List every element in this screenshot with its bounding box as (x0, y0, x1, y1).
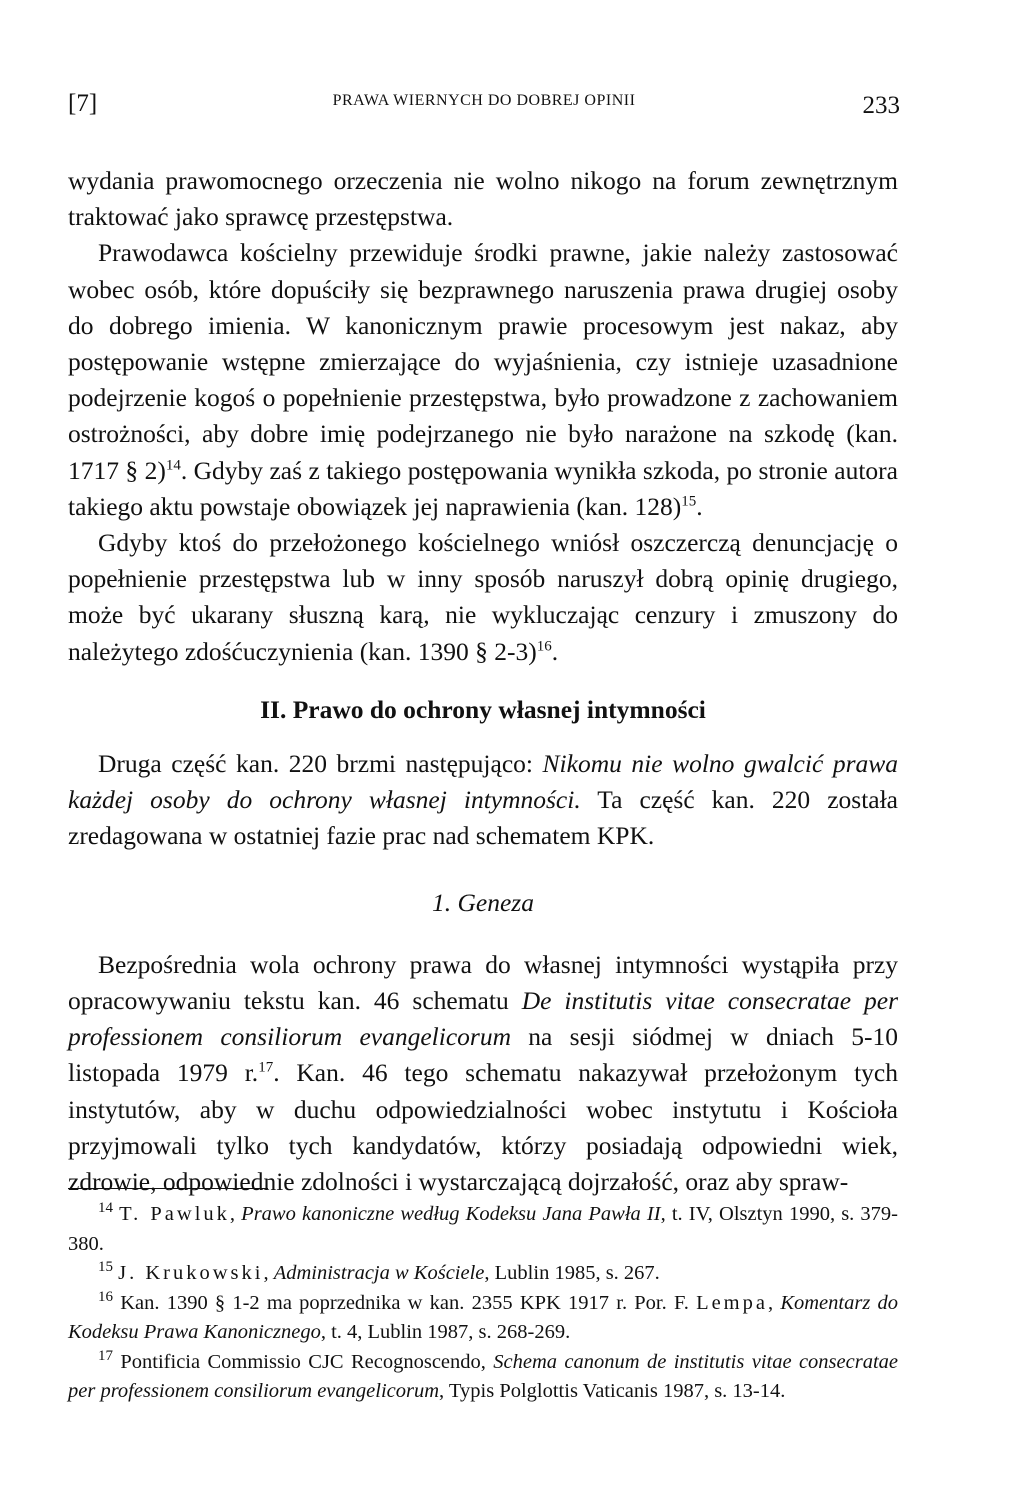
paragraph-2 (68, 235, 898, 525)
footnote-author: Lempa (696, 1291, 768, 1314)
footnote-ref-14[interactable]: 14 (165, 457, 181, 474)
paragraph-1 (68, 163, 898, 235)
footnote-text: , Lublin 1985, s. 267. (484, 1262, 660, 1284)
running-title: PRAWA WIERNYCH DO DOBREJ OPINII (332, 92, 636, 109)
footnote-text: , t. IV, Olsztyn 1990, s. 379-380. (68, 1203, 899, 1255)
paragraph-text: wydania prawomocnego orzeczenia nie wolno nikogo na forum zewnętrznym traktować jako sprawcę przestępstwa. (68, 166, 898, 232)
footnote-author: J. Krukowski (118, 1262, 264, 1284)
footnote-15: $^{15}$ J. Krukowski, Administracja w Kościele, Lublin 1985, s. 267. (98, 1259, 660, 1284)
footnote-title: Schema canonum de institutis vitae consecratae per professionem consiliorum evangelicorum (68, 1350, 898, 1402)
paragraph-text: Ta część kan. 220 została zredagowana w ostatniej fazie prac nad schematem KPK. (68, 785, 898, 851)
footnote-title: Administracja w Kościele (273, 1262, 485, 1284)
footnote-title: Prawo kanoniczne według Kodeksu Jana Pawła II (241, 1203, 661, 1225)
footnote-author: T. Pawluk (119, 1203, 230, 1225)
paragraph-text: Prawodawca kościelny przewiduje środki prawne, jakie należy zastosować wobec osób, które dopuściły się bezprawnego naruszenia prawa drugiej osoby do dobrego imienia. W kanonicznym prawie procesowym jest nakaz, aby postępowanie wstępne zmierzające do wyjaśnienia, czy istnieje uzasadnione podejrzenie kogoś o popełnienie przestępstwa, było prowadzone z zachowaniem ostrożności, aby dobre imię podejrzanego nie było narażone na szkodę (kan. 1717 § 2) (68, 238, 898, 485)
paragraph-text: Bezpośrednia wola ochrony prawa do własnej intymności wystąpiła przy opracowywaniu tekstu kan. 46 schematu (68, 949, 898, 1016)
section-heading: II. Prawo do ochrony własnej intymności (260, 694, 706, 724)
footnote-ref-15[interactable]: 15 (681, 493, 697, 510)
footnote-16 (68, 1289, 898, 1348)
paragraph-3 (68, 525, 898, 670)
subsection-heading: 1. Geneza (432, 887, 534, 917)
paragraph-text: . Kan. 46 tego schematu nakazywał przełożonym tych instytutów, aby w duchu odpowiedzialności wobec instytutu i Kościoła przyjmowali tylko tych kandydatów, którzy posiadają odpowiedni wiek, zdrowie, odpowiednie zdolności i wystarczającą dojrzałość, oraz aby spraw- (68, 1058, 898, 1197)
canon-quote: Nikomu nie wolno gwalcić prawa każdej osoby do ochrony własnej intymności. (68, 749, 898, 815)
paragraph-text: na sesji siódmej w dniach 5-10 listopada 1979 r. (68, 1022, 898, 1088)
footnote-ref-17[interactable]: 17 (258, 1059, 274, 1076)
footnote-number: 16 (98, 1288, 113, 1305)
paragraph-text: . (696, 491, 703, 521)
section-number: [7] (68, 90, 98, 117)
footnote-title: Komentarz do Kodeksu Prawa Kanonicznego (68, 1291, 899, 1343)
footnote-14: $^{14}$ T. Pawluk, Prawo kanoniczne według Kodeksu Jana Pawła II, t. IV, Olsztyn 1990, s. 379-380. (68, 1200, 899, 1255)
paragraph-text: Gdyby ktoś do przełożonego kościelnego wniósł oszczerczą denuncjację o popełnienie przestępstwa lub w inny sposób naruszył dobrą opinię drugiego, może być ukarany słuszną karą, nie wykluczając cenzury i zmuszony do należytego zdośćuczynienia (kan. 1390 § 2-3) (68, 528, 898, 666)
footnote-ref-16[interactable]: 16 (536, 638, 552, 655)
main-text (68, 163, 898, 1200)
footnote-number: 17 (98, 1347, 113, 1364)
footnote-17 (68, 1348, 898, 1407)
paragraph-5 (68, 947, 898, 1200)
footnote-number: 14 (98, 1200, 113, 1217)
footnote-text: , (767, 1291, 781, 1314)
footnote-number: 15 (98, 1259, 113, 1276)
paragraph-text: . Gdyby zaś z takiego postępowania wynikła szkoda, po stronie autora takiego aktu powstaje obowiązek jej naprawienia (kan. 128) (68, 455, 898, 521)
paragraph-4 (68, 746, 898, 855)
page-number: 233 (862, 92, 900, 119)
footnote-text: Pontificia Commissio CJC Recognoscendo, (113, 1350, 494, 1373)
footnotes (68, 1200, 898, 1407)
footnote-text: , Typis Polglottis Vaticanis 1987, s. 13-14. (439, 1380, 786, 1402)
schema-title: De institutis vitae consecratae per professionem consiliorum evangelicorum (68, 986, 898, 1052)
paragraph-text: . (551, 636, 559, 666)
footnote-text: Kan. 1390 § 1-2 ma poprzednika w kan. 2355 KPK 1917 r. Por. F. (113, 1291, 697, 1314)
footnote-text: , t. 4, Lublin 1987, s. 268-269. (320, 1321, 571, 1343)
running-header (68, 90, 900, 126)
footnote-divider (68, 1188, 268, 1189)
paragraph-text: Druga część kan. 220 brzmi następująco: (98, 749, 543, 779)
